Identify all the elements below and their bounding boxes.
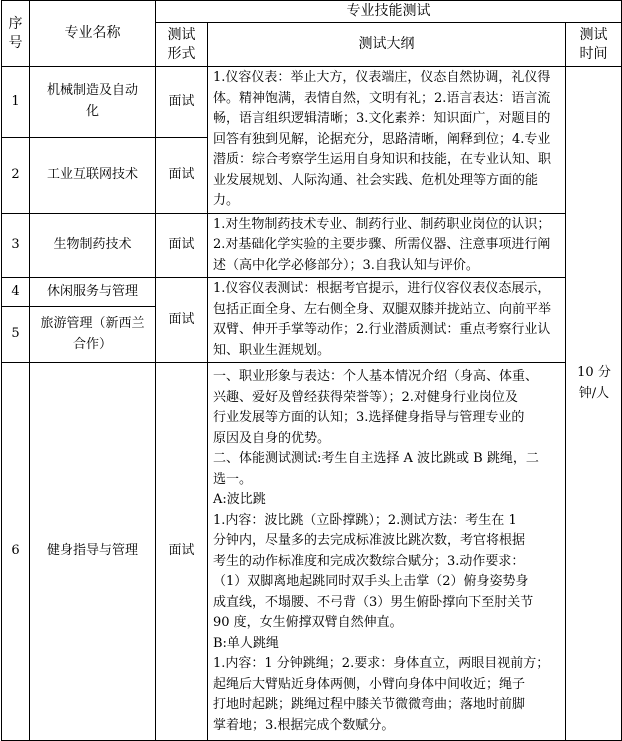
header-outline: 测试大纲 (208, 23, 566, 67)
major-name: 工业互联网技术 (30, 137, 156, 213)
test-form: 面试 (156, 137, 208, 213)
header-time: 测试 时间 (566, 23, 622, 67)
header-seq: 序 号 (2, 1, 30, 67)
test-outline: 1.对生物制药技术专业、制药行业、制药职业岗位的认识；2.对基础化学实验的主要步骤、所需仪器、注意事项进行阐述（高中化学必修部分）；3.自我认知与评价。 (208, 213, 566, 278)
table-row (2, 278, 622, 307)
row-number: 1 (2, 67, 30, 138)
test-time-value: 10 分 钟/人 (577, 365, 611, 401)
header-form: 测试 形式 (156, 23, 208, 67)
row-number: 2 (2, 137, 30, 213)
test-form: 面试 (156, 278, 208, 363)
major-name: 健身指导与管理 (30, 363, 156, 741)
major-name: 生物制药技术 (30, 213, 156, 278)
test-outline: 一、职业形象与表达：个人基本情况介绍（身高、体重、 兴趣、爱好及曾经获得荣誉等）；2.对健身行业岗位及 行业发展等方面的认知；3.选择健身指导与管理专业的 原因及自身的优势。 二、体能测试测试:考生自主选择 A 波比跳或 B 跳绳，二 选一。 A:波比跳 1.内容：波比跳（立卧撑跳）；2.测试方法：考生在 1 分钟内，尽量多的去完成标准波比跳次数，考官将根据 考生的动作标准度和完成次数综合赋分；3.动作要求： （1）双脚离地起跳同时双手头上击掌（2）俯身姿势身 成直线，不塌腰、不弓背（3）男生俯卧撑向下至肘关节 90 度，女生俯撑双臂自然伸直。 B:单人跳绳 1.内容：1 分钟跳绳；2.要求：身体直立，两眼目视前方； 起绳后大臂贴近身体两侧，小臂向身体中间收近；绳子 打地时起跳；跳绳过程中膝关节微微弯曲；落地时前脚 掌着地；3.根据完成个数赋分。 (208, 363, 566, 741)
table-row (2, 213, 622, 278)
row-number: 6 (2, 363, 30, 741)
major-name: 机械制造及自动 化 (30, 67, 156, 138)
table-row (2, 67, 622, 138)
test-form: 面试 (156, 213, 208, 278)
header-skill-test: 专业技能测试 (156, 1, 622, 23)
admission-test-table (1, 0, 622, 741)
test-form: 面试 (156, 363, 208, 741)
header-major: 专业名称 (30, 1, 156, 67)
major-name: 休闲服务与管理 (30, 278, 156, 307)
test-outline: 1.仪容仪表：举止大方，仪表端庄，仪态自然协调，礼仪得体。精神饱满，表情自然，文明有礼；2.语言表达：语言流畅，语言组织逻辑清晰；3.文化素养：知识面广，对题目的回答有独到见解，论据充分，思路清晰，阐释到位；4.专业潜质：综合考察学生运用自身知识和技能，在专业认知、职业发展规划、人际沟通、社会实践、危机处理等方面的能力。 (208, 67, 566, 214)
row-number: 4 (2, 278, 30, 307)
row-number: 3 (2, 213, 30, 278)
test-outline: 1.仪容仪表测试：根据考官提示，进行仪容仪表仪态展示，包括正面全身、左右侧全身、双腿双膝并拢站立、向前平举双臂、伸开手掌等动作；2.行业潜质测试：重点考察行业认知、职业生涯规划。 (208, 278, 566, 363)
major-name: 旅游管理（新西兰 合作） (30, 307, 156, 363)
test-form: 面试 (156, 67, 208, 138)
table-row (2, 363, 622, 741)
row-number: 5 (2, 307, 30, 363)
